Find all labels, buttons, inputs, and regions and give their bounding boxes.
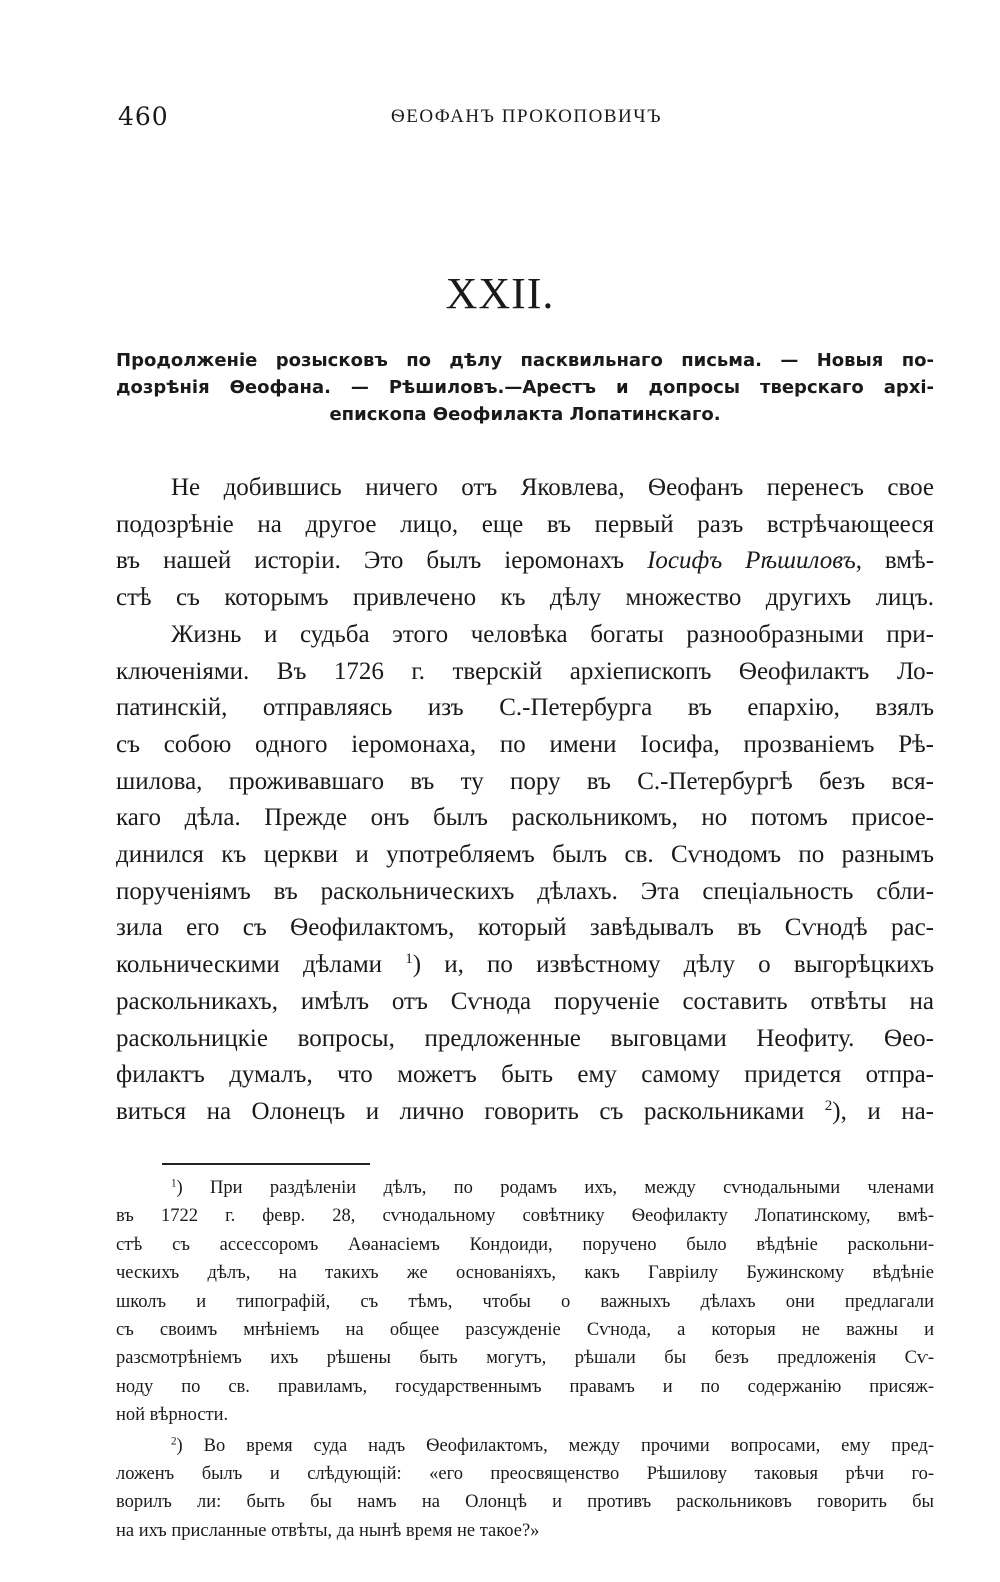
footnote-line: въ 1722 г. февр. 28, сѵнодальному совѣтнику Ѳеофилакту Лопатинскому, вмѣ-	[116, 1206, 934, 1227]
text-line: стѣ съ которымъ привлечено къ дѣлу множество другихъ лицъ.	[116, 584, 934, 612]
text-line: патинскій, отправляясь изъ С.-Петербурга въ епархію, взялъ	[116, 694, 934, 722]
text-segment: ) Во время суда надъ Ѳеофилактомъ, между прочими вопросами, ему пред-	[176, 1435, 934, 1456]
footnote-line: разсмотрѣніемъ ихъ рѣшены быть могутъ, рѣшали бы безъ предложенія Сѵ-	[116, 1348, 934, 1369]
text-line	[116, 543, 934, 580]
footnote-ref-1: 1	[405, 951, 413, 968]
text-line: порученіямъ въ раскольническихъ дѣлахъ. Эта спеціальность сбли-	[116, 877, 934, 905]
footnote-line	[116, 1174, 934, 1202]
text-line: динился къ церкви и употребляемъ былъ св. Сѵнодомъ по разнымъ	[116, 841, 934, 869]
text-line: зила его съ Ѳеофилактомъ, который завѣдывалъ въ Сѵнодѣ рас-	[116, 914, 934, 942]
text-line: филактъ думалъ, что можетъ быть ему самому придется отпра-	[116, 1061, 934, 1089]
text-line	[116, 1094, 934, 1131]
footnote-line: на ихъ присланные отвѣты, да нынѣ время не такое?»	[116, 1520, 540, 1541]
footnote-mark-2: 2	[171, 1435, 177, 1447]
footnote-line	[116, 1432, 934, 1460]
text-line: Не добившись ничего отъ Яковлева, Ѳеофанъ перенесъ свое	[171, 474, 934, 501]
text-line: подозрѣніе на другое лицо, еще въ первый разъ встрѣчающееся	[116, 510, 934, 538]
text-line: Жизнь и судьба этого человѣка богаты разнообразными при-	[171, 620, 934, 648]
page-number: 460	[118, 102, 169, 131]
person-name-italic: Іосифъ Рѣшиловъ	[647, 547, 856, 575]
footnote-line: ной вѣрности.	[116, 1405, 229, 1426]
chapter-number: XXII.	[445, 269, 555, 318]
text-segment: , вмѣ-	[855, 547, 935, 575]
text-line: шилова, проживавшаго въ ту пору въ С.-Петербургѣ безъ вся-	[116, 767, 934, 795]
footnote-line: стѣ съ ассессоромъ Аѳанасіемъ Кондоиди, поручено было вѣдѣніе раскольни-	[116, 1234, 934, 1255]
text-segment: ) При раздѣленіи дѣлъ, по родамъ ихъ, между сѵнодальными членами	[176, 1178, 934, 1198]
text-line: съ собою одного іеромонаха, по имени Іосифа, прозваніемъ Рѣ-	[116, 730, 934, 758]
text-segment: кольническими дѣлами	[116, 951, 383, 979]
footnote-ref-2: 2	[824, 1097, 833, 1114]
footnotes	[116, 1174, 934, 1545]
text-segment: виться на Олонецъ и лично говорить съ раскольниками	[116, 1097, 805, 1125]
running-title: ѲЕОФАНЪ ПРОКОПОВИЧЪ	[391, 106, 662, 127]
text-segment: ), и на-	[832, 1097, 934, 1125]
text-segment: въ нашей исторіи. Это былъ іеромонахъ	[116, 547, 625, 575]
text-line: раскольницкіе вопросы, предложенные выговцами Неофиту. Ѳео-	[116, 1024, 934, 1052]
footnote-line: ноду по св. правиламъ, государственнымъ правамъ и по содержанію присяж-	[116, 1376, 934, 1397]
text-line	[116, 947, 934, 984]
footnote-line: съ своимъ мнѣніемъ на общее разсужденіе Сѵнода, а которыя не важны и	[116, 1320, 934, 1341]
text-line: раскольникахъ, имѣлъ отъ Сѵнода порученіе составить отвѣты на	[116, 987, 934, 1015]
footnote-divider	[162, 1163, 370, 1165]
text-segment: ) и, по извѣстному дѣлу о выгорѣцкихъ	[412, 951, 935, 979]
summary-line: дозрѣнія Ѳеофана. — Рѣшиловъ.—Арестъ и допросы тверскаго архі-	[116, 377, 934, 398]
footnote-line: школъ и типографій, съ тѣмъ, чтобы о важныхъ дѣлахъ они предлагали	[116, 1291, 934, 1312]
summary-line: Продолженіе розысковъ по дѣлу пасквильнаго письма. — Новыя по-	[116, 350, 934, 371]
chapter-summary	[116, 347, 934, 428]
footnote-line: ческихъ дѣлъ, на такихъ же основаніяхъ, какъ Гавріилу Бужинскому вѣдѣніе	[116, 1263, 934, 1284]
body-text	[116, 470, 934, 1131]
footnote-line: ложенъ былъ и слѣдующій: «его преосвященство Рѣшилову таковыя рѣчи го-	[116, 1464, 934, 1485]
summary-line: епископа Ѳеофилакта Лопатинскаго.	[329, 404, 721, 425]
footnote-line: ворилъ ли: быть бы намъ на Олонцѣ и противъ раскольниковъ говорить бы	[116, 1492, 934, 1513]
running-head	[118, 102, 935, 136]
footnote-mark-1: 1	[171, 1177, 177, 1190]
text-line: ключеніями. Въ 1726 г. тверскій архіепископъ Ѳеофилактъ Ло-	[116, 657, 934, 685]
text-line: каго дѣла. Прежде онъ былъ раскольникомъ, но потомъ присое-	[116, 804, 934, 832]
